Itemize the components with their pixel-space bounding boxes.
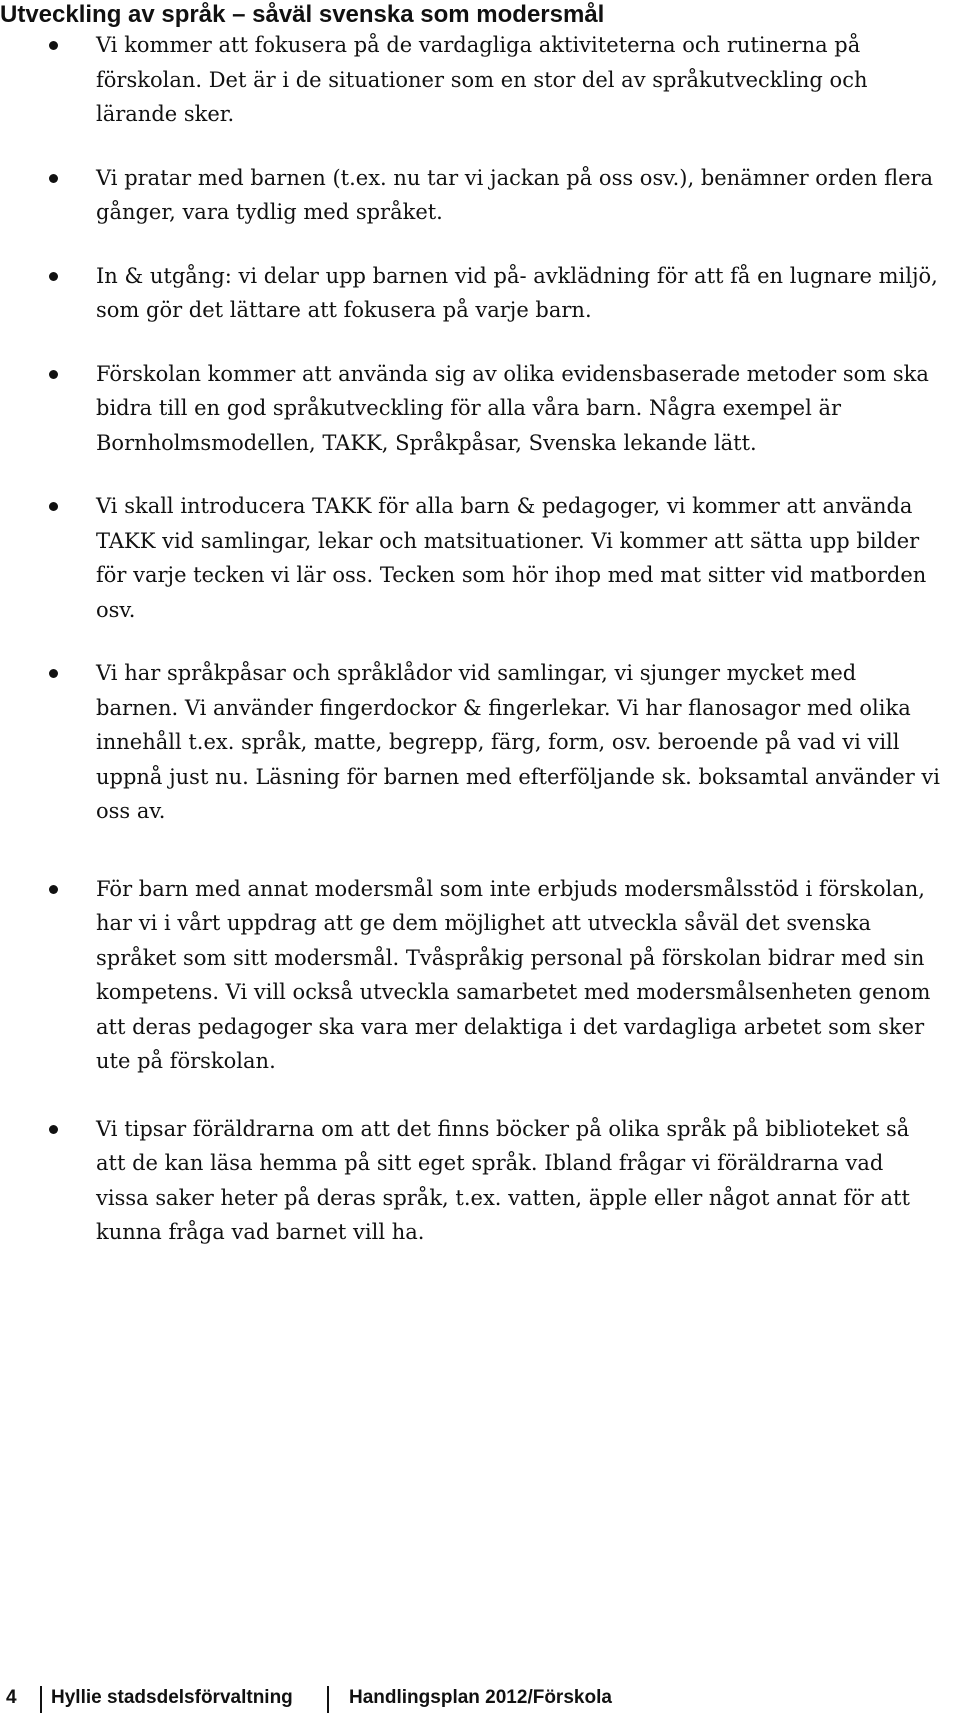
bullet-item: In & utgång: vi delar upp barnen vid på- avklädning för att få en lugnare miljö, som gör det lättare att fokusera på varje barn.	[0, 259, 940, 328]
footer-plan-title: Handlingsplan 2012/Förskola	[349, 1687, 612, 1708]
page-number: 4	[6, 1687, 17, 1708]
bullet-item: För barn med annat modersmål som inte erbjuds modersmålsstöd i förskolan, har vi i vårt uppdrag att ge dem möjlighet att utveckla såväl det svenska språket som sitt modersmål. Tvåspråkig personal på förskolan bidrar med sin kompetens. Vi vill också utveckla samarbetet med modersmålsenheten genom att deras pedagoger ska vara mer delaktiga i det vardagliga arbetet som sker ute på förskolan.	[0, 872, 940, 1079]
bullet-item: Vi tipsar föräldrarna om att det finns böcker på olika språk på biblioteket så att de kan läsa hemma på sitt eget språk. Ibland frågar vi föräldrarna vad vissa saker heter på deras språk, t.ex. vatten, äpple eller något annat för att kunna fråga vad barnet vill ha.	[0, 1112, 940, 1250]
bullet-item: Vi kommer att fokusera på de vardagliga aktiviteterna och rutinerna på förskolan. Det är i de situationer som en stor del av språkutveckling och lärande sker.	[0, 28, 940, 132]
footer-divider	[40, 1686, 42, 1713]
bullet-item: Förskolan kommer att använda sig av olika evidensbaserade metoder som ska bidra till en god språkutveckling för alla våra barn. Några exempel är Bornholmsmodellen, TAKK, Språkpåsar, Svenska lekande lätt.	[0, 357, 940, 461]
bullet-item: Vi skall introducera TAKK för alla barn & pedagoger, vi kommer att använda TAKK vid samlingar, lekar och matsituationer. Vi kommer att sätta upp bilder för varje tecken vi lär oss. Tecken som hör ihop med mat sitter vid matborden osv.	[0, 489, 940, 627]
page-footer	[0, 1683, 960, 1713]
section-heading: Utveckling av språk – såväl svenska som modersmål	[0, 1, 605, 28]
footer-divider	[327, 1686, 329, 1713]
bullet-item: Vi har språkpåsar och språklådor vid samlingar, vi sjunger mycket med barnen. Vi använder fingerdockor & fingerlekar. Vi har flanosagor med olika innehåll t.ex. språk, matte, begrepp, färg, form, osv. beroende på vad vi vill uppnå just nu. Läsning för barnen med efterföljande sk. boksamtal använder vi oss av.	[0, 656, 940, 829]
bullet-item: Vi pratar med barnen (t.ex. nu tar vi jackan på oss osv.), benämner orden flera gånger, vara tydlig med språket.	[0, 161, 940, 230]
bullet-list	[0, 28, 940, 1283]
footer-organization: Hyllie stadsdelsförvaltning	[51, 1687, 293, 1708]
